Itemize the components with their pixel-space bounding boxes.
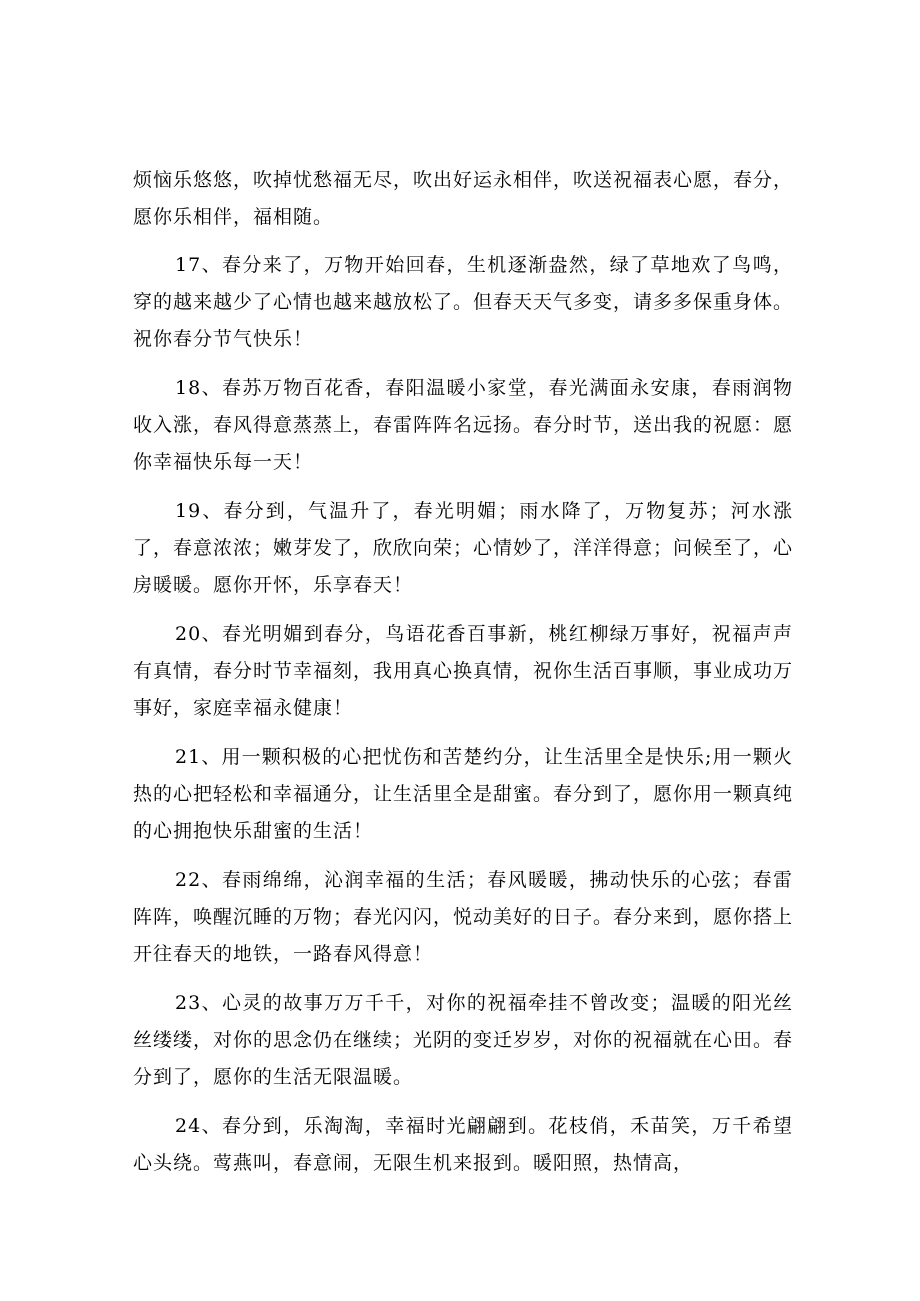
paragraph-19: 19、春分到，气温升了，春光明媚；雨水降了，万物复苏；河水涨了，春意浓浓；嫩芽发了，欣欣向荣；心情妙了，洋洋得意；问候至了，心房暖暖。愿你开怀，乐享春天！	[133, 500, 794, 596]
paragraph-22: 22、春雨绵绵，沁润幸福的生活；春风暖暖，拂动快乐的心弦；春雷阵阵，唤醒沉睡的万物；春光闪闪，悦动美好的日子。春分来到，愿你搭上开往春天的地铁，一路春风得意！	[133, 869, 794, 965]
paragraph-21: 21、用一颗积极的心把忧伤和苦楚约分，让生活里全是快乐;用一颗火热的心把轻松和幸福通分，让生活里全是甜蜜。春分到了，愿你用一颗真纯的心拥抱快乐甜蜜的生活！	[133, 746, 794, 842]
paragraph-17: 17、春分来了，万物开始回春，生机逐渐盎然，绿了草地欢了鸟鸣，穿的越来越少了心情也越来越放松了。但春天天气多变，请多多保重身体。祝你春分节气快乐！	[133, 254, 794, 350]
paragraph-continuation: 烦恼乐悠悠，吹掉忧愁福无尽，吹出好运永相伴，吹送祝福表心愿，春分，愿你乐相伴，福相随。	[133, 169, 794, 228]
paragraph-24: 24、春分到，乐淘淘，幸福时光翩翩到。花枝俏，禾苗笑，万千希望心头绕。莺燕叫，春意闹，无限生机来报到。暖阳照，热情高，	[133, 1115, 793, 1174]
paragraph-20: 20、春光明媚到春分，鸟语花香百事新，桃红柳绿万事好，祝福声声有真情，春分时节幸福刻，我用真心换真情，祝你生活百事顺，事业成功万事好，家庭幸福永健康！	[133, 623, 794, 719]
document-body	[133, 162, 793, 1194]
paragraph-18: 18、春苏万物百花香，春阳温暖小家堂，春光满面永安康，春雨润物收入涨，春风得意蒸蒸上，春雷阵阵名远扬。春分时节，送出我的祝愿：愿你幸福快乐每一天！	[133, 377, 794, 473]
paragraph-23: 23、心灵的故事万万千千，对你的祝福牵挂不曾改变；温暖的阳光丝丝缕缕，对你的思念仍在继续；光阴的变迁岁岁，对你的祝福就在心田。春分到了，愿你的生活无限温暖。	[133, 992, 794, 1088]
